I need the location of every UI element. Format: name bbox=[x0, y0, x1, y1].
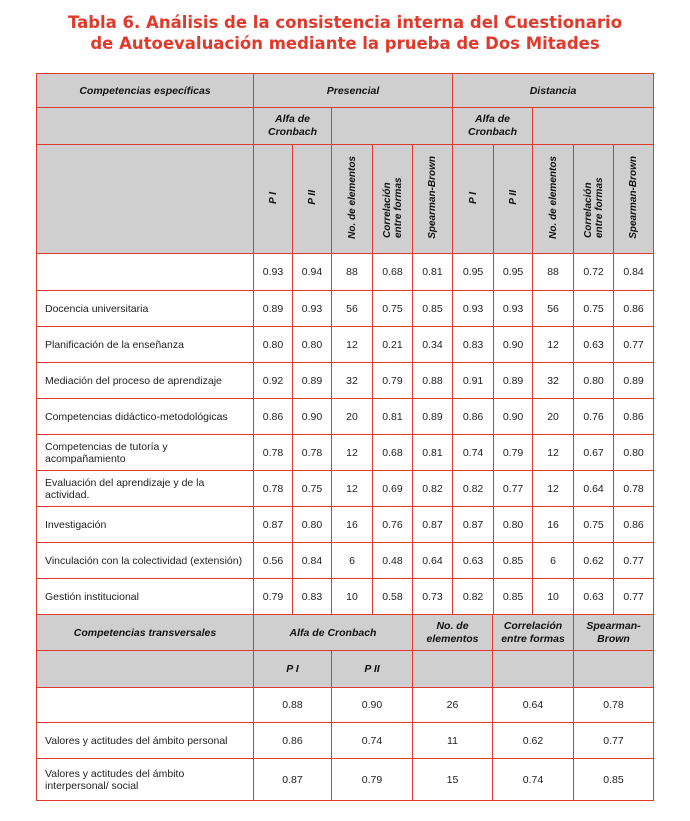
header-row-2 bbox=[37, 108, 654, 145]
cell-value: 0.80 bbox=[574, 363, 614, 399]
cell-value: 0.64 bbox=[413, 543, 453, 579]
cell-value: 32 bbox=[332, 363, 373, 399]
cell-value: 0.77 bbox=[614, 579, 654, 615]
table-row bbox=[37, 759, 654, 801]
header-alfa-presencial: Alfa de Cronbach bbox=[254, 108, 332, 145]
cell-value: 0.80 bbox=[494, 507, 533, 543]
t2-header-row-1 bbox=[37, 615, 654, 651]
cell-value: 0.72 bbox=[574, 254, 614, 291]
cell-value: 0.74 bbox=[493, 759, 574, 801]
row-label: Evaluación del aprendizaje y de la actividad. bbox=[37, 471, 254, 507]
cell-value: 0.69 bbox=[373, 471, 413, 507]
header-empty bbox=[37, 651, 254, 688]
cell-value: 0.87 bbox=[453, 507, 494, 543]
cell-value: 0.48 bbox=[373, 543, 413, 579]
cell-value: 0.75 bbox=[373, 291, 413, 327]
header-row-3 bbox=[37, 145, 654, 254]
table-row bbox=[37, 723, 654, 759]
cell-value: 0.77 bbox=[574, 723, 654, 759]
header-competencias-transversales: Competencias transversales bbox=[37, 615, 254, 651]
table-row bbox=[37, 254, 654, 291]
cell-value: 0.95 bbox=[453, 254, 494, 291]
cell-value: 0.76 bbox=[373, 507, 413, 543]
row-label bbox=[37, 254, 254, 291]
cell-value: 0.73 bbox=[413, 579, 453, 615]
cell-value: 0.58 bbox=[373, 579, 413, 615]
cell-value: 0.89 bbox=[494, 363, 533, 399]
col-correlacion: Correlación entre formas bbox=[574, 145, 614, 254]
cell-value: 0.90 bbox=[293, 399, 332, 435]
title-line-1: Tabla 6. Análisis de la consistencia interna del Cuestionario bbox=[67, 13, 623, 32]
row-label: Gestión institucional bbox=[37, 579, 254, 615]
header-alfa: Alfa de Cronbach bbox=[254, 615, 413, 651]
header-spearman-brown: Spearman-Brown bbox=[574, 615, 654, 651]
cell-value: 0.86 bbox=[254, 723, 332, 759]
cell-value: 0.77 bbox=[614, 543, 654, 579]
cell-value: 0.86 bbox=[614, 507, 654, 543]
cell-value: 0.81 bbox=[373, 399, 413, 435]
cell-value: 0.89 bbox=[614, 363, 654, 399]
cell-value: 0.86 bbox=[453, 399, 494, 435]
cell-value: 0.75 bbox=[293, 471, 332, 507]
cell-value: 0.86 bbox=[614, 291, 654, 327]
header-empty bbox=[37, 108, 254, 145]
col-pi: P I bbox=[254, 145, 293, 254]
table-row bbox=[37, 363, 654, 399]
cell-value: 0.82 bbox=[413, 471, 453, 507]
cell-value: 0.84 bbox=[293, 543, 332, 579]
header-row-1 bbox=[37, 74, 654, 108]
cell-value: 12 bbox=[533, 471, 574, 507]
table-row bbox=[37, 471, 654, 507]
table-title bbox=[0, 12, 690, 54]
cell-value: 16 bbox=[533, 507, 574, 543]
cell-value: 6 bbox=[533, 543, 574, 579]
table-row bbox=[37, 543, 654, 579]
cell-value: 32 bbox=[533, 363, 574, 399]
cell-value: 0.90 bbox=[494, 399, 533, 435]
cell-value: 0.63 bbox=[574, 327, 614, 363]
row-label: Competencias didáctico-metodológicas bbox=[37, 399, 254, 435]
cell-value: 0.85 bbox=[574, 759, 654, 801]
cell-value: 0.62 bbox=[574, 543, 614, 579]
header-distancia: Distancia bbox=[453, 74, 654, 108]
cell-value: 0.63 bbox=[453, 543, 494, 579]
cell-value: 0.78 bbox=[574, 688, 654, 723]
header-correlacion: Correlación entre formas bbox=[493, 615, 574, 651]
col-pii: P II bbox=[293, 145, 332, 254]
cell-value: 0.62 bbox=[493, 723, 574, 759]
cell-value: 0.82 bbox=[453, 471, 494, 507]
cell-value: 0.85 bbox=[494, 543, 533, 579]
cell-value: 0.92 bbox=[254, 363, 293, 399]
header-empty bbox=[37, 145, 254, 254]
row-label: Competencias de tutoría y acompañamiento bbox=[37, 435, 254, 471]
cell-value: 0.88 bbox=[254, 688, 332, 723]
cell-value: 0.94 bbox=[293, 254, 332, 291]
header-empty bbox=[413, 651, 493, 688]
cell-value: 0.64 bbox=[574, 471, 614, 507]
row-label: Vinculación con la colectividad (extensión) bbox=[37, 543, 254, 579]
cell-value: 0.77 bbox=[494, 471, 533, 507]
cell-value: 0.63 bbox=[574, 579, 614, 615]
cell-value: 0.87 bbox=[254, 507, 293, 543]
col-spearman-brown: Spearman-Brown bbox=[413, 145, 453, 254]
cell-value: 10 bbox=[332, 579, 373, 615]
cell-value: 0.79 bbox=[494, 435, 533, 471]
col-n-elementos: No. de elementos bbox=[332, 145, 373, 254]
cell-value: 12 bbox=[533, 327, 574, 363]
col-pii: P II bbox=[332, 651, 413, 688]
cell-value: 0.87 bbox=[254, 759, 332, 801]
cell-value: 0.93 bbox=[293, 291, 332, 327]
cell-value: 0.90 bbox=[332, 688, 413, 723]
row-label bbox=[37, 688, 254, 723]
table-row bbox=[37, 435, 654, 471]
cell-value: 12 bbox=[332, 327, 373, 363]
cell-value: 0.79 bbox=[332, 759, 413, 801]
cell-value: 0.89 bbox=[413, 399, 453, 435]
row-label: Docencia universitaria bbox=[37, 291, 254, 327]
cell-value: 0.81 bbox=[413, 254, 453, 291]
cell-value: 0.93 bbox=[494, 291, 533, 327]
transversal-competencies-table bbox=[36, 614, 654, 801]
cell-value: 0.68 bbox=[373, 254, 413, 291]
cell-value: 0.80 bbox=[614, 435, 654, 471]
cell-value: 0.86 bbox=[614, 399, 654, 435]
header-empty bbox=[332, 108, 453, 145]
row-label: Valores y actitudes del ámbito interpersonal/ social bbox=[37, 759, 254, 801]
col-n-elementos: No. de elementos bbox=[533, 145, 574, 254]
cell-value: 0.77 bbox=[614, 327, 654, 363]
cell-value: 0.74 bbox=[453, 435, 494, 471]
col-pii: P II bbox=[494, 145, 533, 254]
row-label: Valores y actitudes del ámbito personal bbox=[37, 723, 254, 759]
cell-value: 0.89 bbox=[254, 291, 293, 327]
t2-header-row-2 bbox=[37, 651, 654, 688]
cell-value: 0.75 bbox=[574, 291, 614, 327]
cell-value: 0.56 bbox=[254, 543, 293, 579]
header-n-elementos: No. de elementos bbox=[413, 615, 493, 651]
cell-value: 0.79 bbox=[373, 363, 413, 399]
header-empty bbox=[574, 651, 654, 688]
cell-value: 20 bbox=[533, 399, 574, 435]
cell-value: 0.80 bbox=[293, 327, 332, 363]
cell-value: 0.79 bbox=[254, 579, 293, 615]
cell-value: 0.75 bbox=[574, 507, 614, 543]
cell-value: 12 bbox=[533, 435, 574, 471]
table-row bbox=[37, 688, 654, 723]
header-alfa-distancia: Alfa de Cronbach bbox=[453, 108, 533, 145]
cell-value: 0.81 bbox=[413, 435, 453, 471]
cell-value: 0.93 bbox=[254, 254, 293, 291]
table-row bbox=[37, 327, 654, 363]
cell-value: 16 bbox=[332, 507, 373, 543]
cell-value: 0.78 bbox=[614, 471, 654, 507]
table-row bbox=[37, 507, 654, 543]
specific-competencies-table bbox=[36, 73, 654, 615]
col-correlacion: Correlación entre formas bbox=[373, 145, 413, 254]
cell-value: 11 bbox=[413, 723, 493, 759]
cell-value: 10 bbox=[533, 579, 574, 615]
cell-value: 20 bbox=[332, 399, 373, 435]
col-pi: P I bbox=[453, 145, 494, 254]
cell-value: 0.85 bbox=[413, 291, 453, 327]
cell-value: 0.76 bbox=[574, 399, 614, 435]
cell-value: 0.91 bbox=[453, 363, 494, 399]
cell-value: 0.85 bbox=[494, 579, 533, 615]
cell-value: 0.87 bbox=[413, 507, 453, 543]
cell-value: 0.86 bbox=[254, 399, 293, 435]
cell-value: 26 bbox=[413, 688, 493, 723]
row-label: Investigación bbox=[37, 507, 254, 543]
cell-value: 0.88 bbox=[413, 363, 453, 399]
table-row bbox=[37, 579, 654, 615]
row-label: Planificación de la enseñanza bbox=[37, 327, 254, 363]
table-row bbox=[37, 399, 654, 435]
cell-value: 56 bbox=[533, 291, 574, 327]
table-row bbox=[37, 291, 654, 327]
cell-value: 0.84 bbox=[614, 254, 654, 291]
col-spearman-brown: Spearman-Brown bbox=[614, 145, 654, 254]
cell-value: 0.21 bbox=[373, 327, 413, 363]
title-line-2: de Autoevaluación mediante la prueba de Dos Mitades bbox=[90, 34, 600, 53]
cell-value: 0.82 bbox=[453, 579, 494, 615]
cell-value: 88 bbox=[533, 254, 574, 291]
cell-value: 0.89 bbox=[293, 363, 332, 399]
cell-value: 0.78 bbox=[254, 435, 293, 471]
cell-value: 0.64 bbox=[493, 688, 574, 723]
cell-value: 6 bbox=[332, 543, 373, 579]
cell-value: 0.90 bbox=[494, 327, 533, 363]
cell-value: 0.78 bbox=[254, 471, 293, 507]
cell-value: 0.68 bbox=[373, 435, 413, 471]
cell-value: 0.83 bbox=[293, 579, 332, 615]
cell-value: 0.83 bbox=[453, 327, 494, 363]
cell-value: 88 bbox=[332, 254, 373, 291]
header-empty bbox=[493, 651, 574, 688]
cell-value: 0.78 bbox=[293, 435, 332, 471]
cell-value: 12 bbox=[332, 435, 373, 471]
cell-value: 12 bbox=[332, 471, 373, 507]
cell-value: 56 bbox=[332, 291, 373, 327]
cell-value: 0.95 bbox=[494, 254, 533, 291]
row-label: Mediación del proceso de aprendizaje bbox=[37, 363, 254, 399]
header-competencias-especificas: Competencias específicas bbox=[37, 74, 254, 108]
col-pi: P I bbox=[254, 651, 332, 688]
cell-value: 0.74 bbox=[332, 723, 413, 759]
header-empty bbox=[533, 108, 654, 145]
header-presencial: Presencial bbox=[254, 74, 453, 108]
cell-value: 0.34 bbox=[413, 327, 453, 363]
cell-value: 0.80 bbox=[254, 327, 293, 363]
cell-value: 15 bbox=[413, 759, 493, 801]
cell-value: 0.93 bbox=[453, 291, 494, 327]
cell-value: 0.80 bbox=[293, 507, 332, 543]
cell-value: 0.67 bbox=[574, 435, 614, 471]
